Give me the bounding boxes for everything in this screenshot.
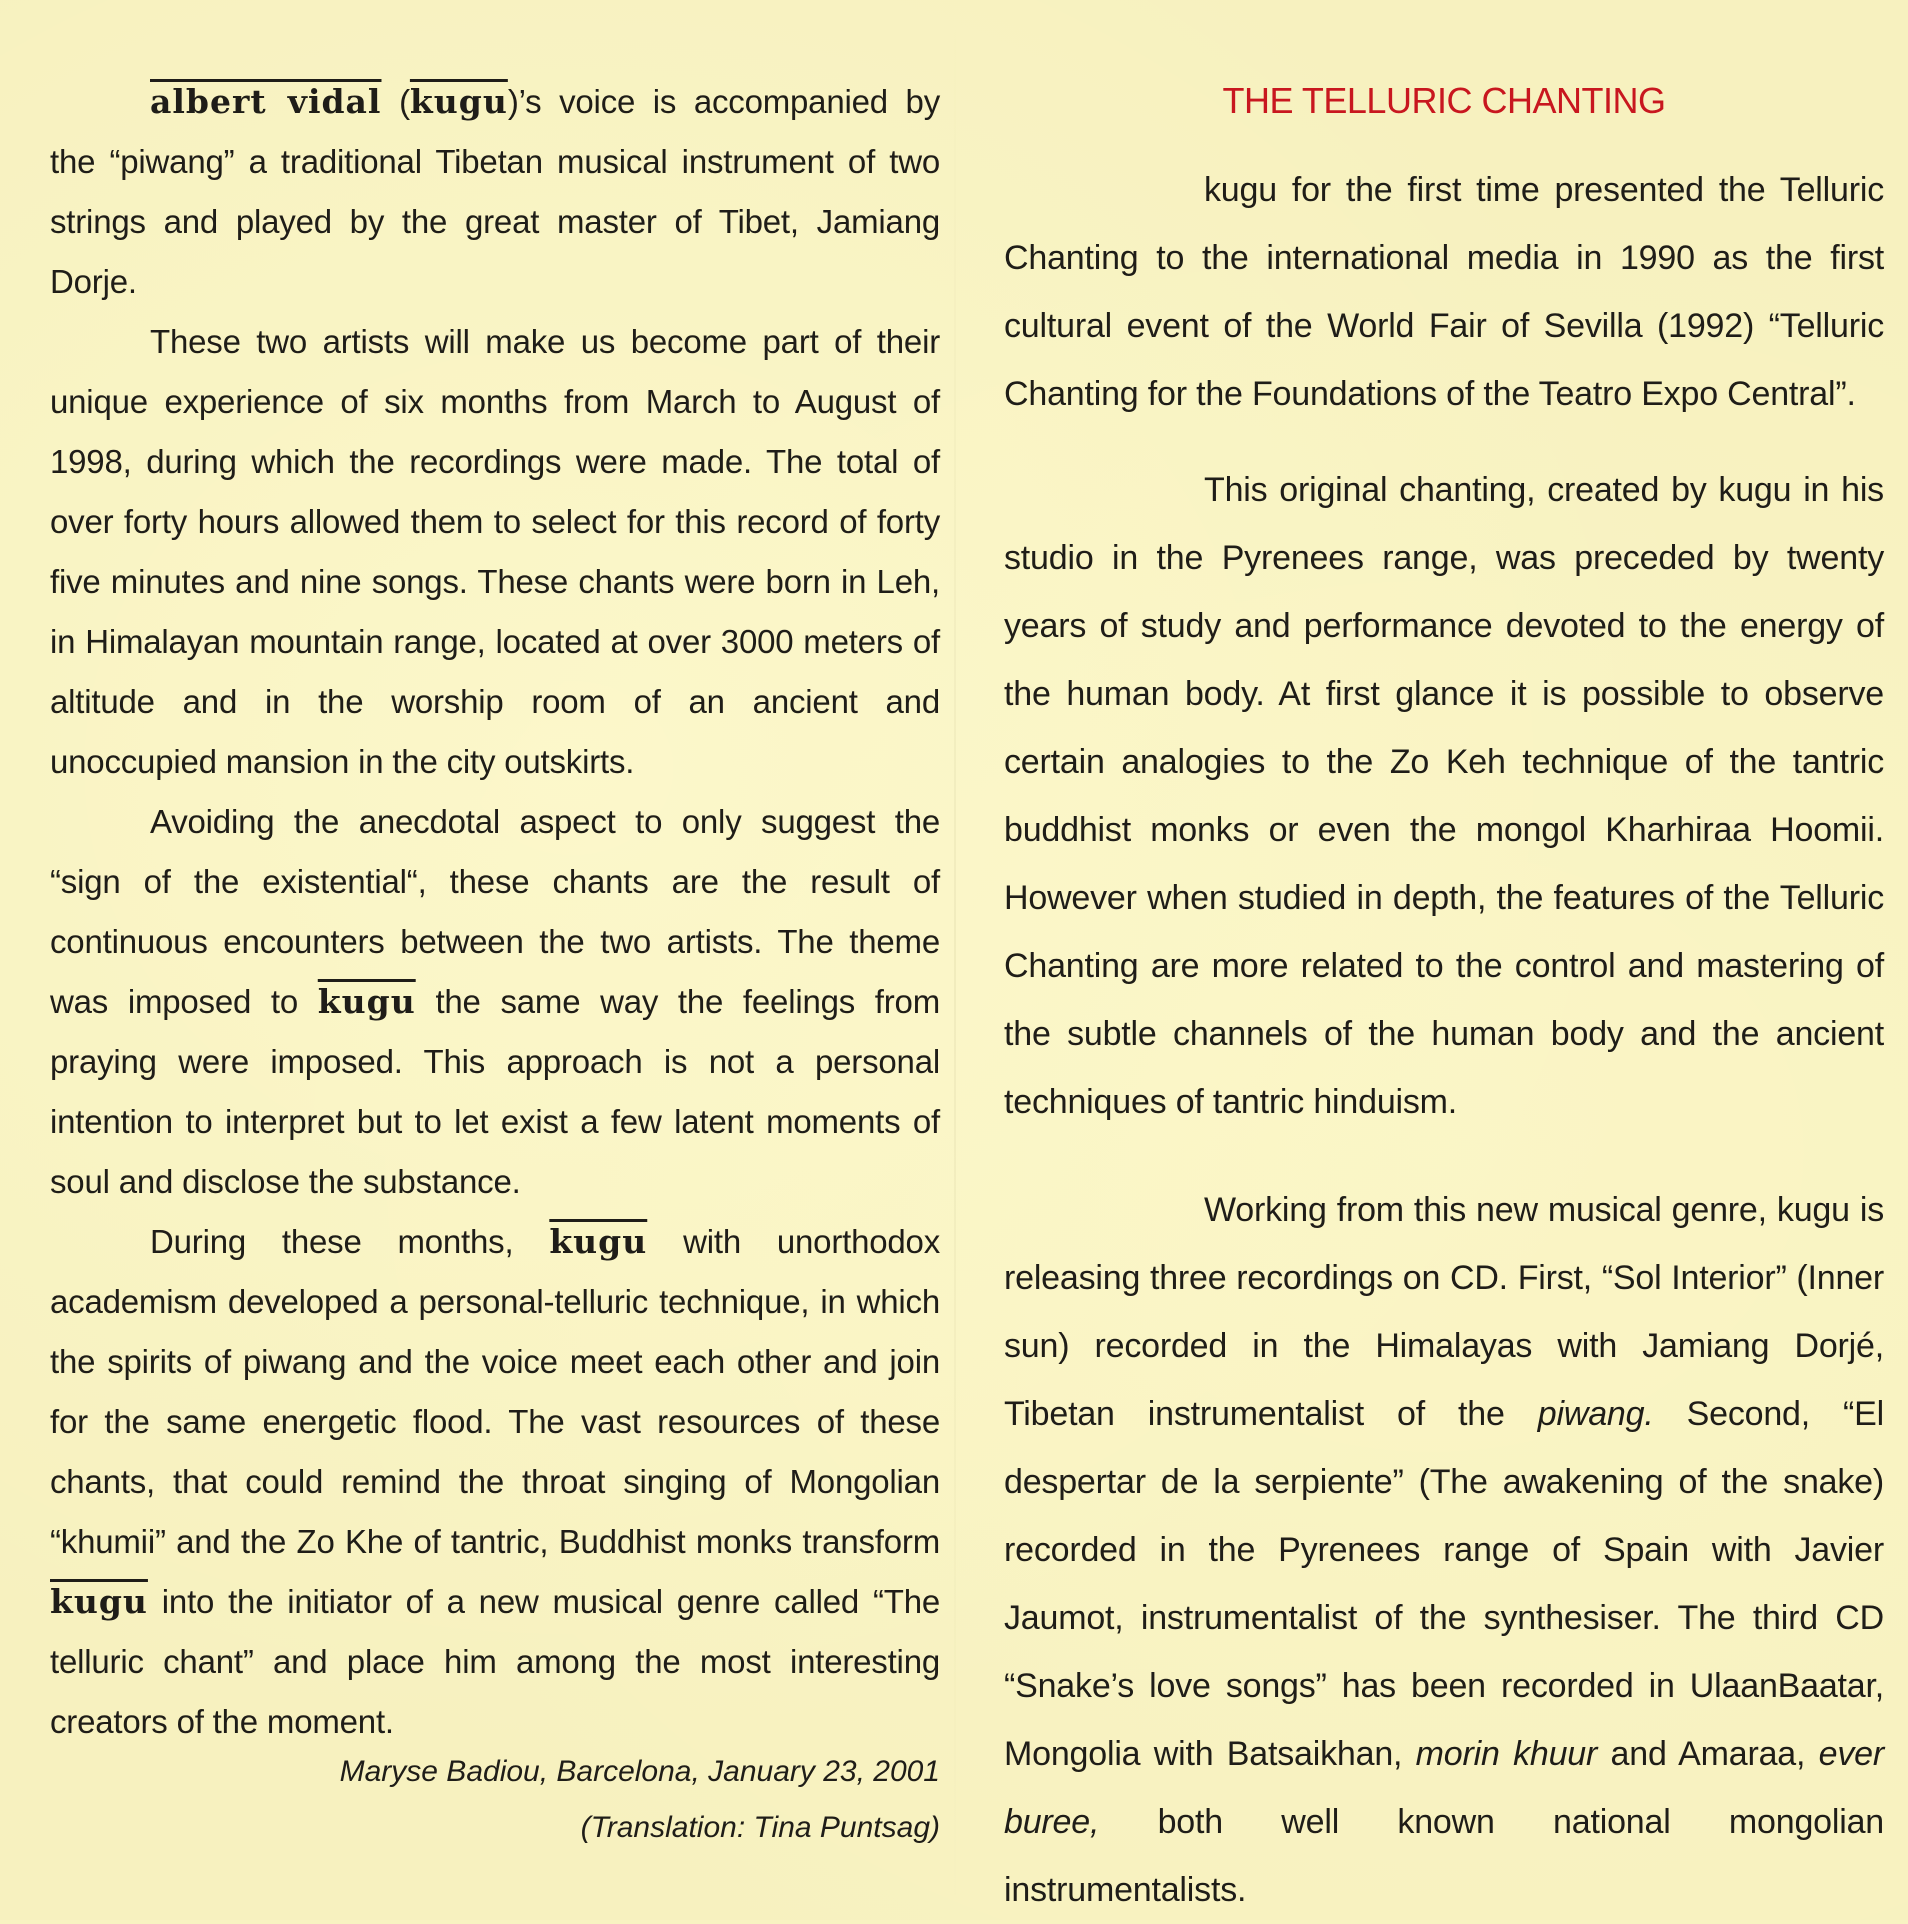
left-paragraph-1 — [50, 72, 940, 312]
signature — [50, 1744, 940, 1856]
left-paragraph-1-text: ’s voice is accompanied by the “piwang” a traditional Tibetan musical instrument of two strings and played by the great master of Tibet, Jamiang Dorje. — [50, 83, 940, 300]
artist-name: albert vidal — [150, 82, 382, 121]
kugu-logo-text: kugu — [317, 982, 416, 1021]
left-paragraph-3 — [50, 792, 940, 1212]
kugu-logo-text: kugu — [549, 1222, 648, 1261]
right-paragraph-3-b: Second, “El despertar de la serpiente” (The awakening of the snake) recorded in the Pyrenees range of Spain with Javier Jaumot, instrumentalist of the synthesiser. The third CD “Snake’s love songs” has been recorded in UlaanBaatar, Mongolia with Batsaikhan, — [1004, 1395, 1884, 1773]
section-title: THE TELLURIC CHANTING — [1222, 80, 1666, 121]
right-paragraph-3-c: and Amaraa, — [1597, 1735, 1819, 1773]
kugu-logo-text: kugu — [50, 1582, 148, 1621]
left-paragraph-4-start: During these months, — [150, 1223, 550, 1260]
right-paragraph-2: This original chanting, created by kugu in his studio in the Pyrenees range, was preceded by twenty years of study and performance devoted to the energy of the human body. At first glance it is possible to observe certain analogies to the Zo Keh technique of the tantric buddhist monks or even the mongol Kharhiraa Hoomii. However when studied in depth, the features of the Telluric Chanting are more related to the control and mastering of the subtle channels of the human body and the ancient techniques of tantric hinduism. — [1004, 471, 1884, 1121]
signature-author: Maryse Badiou, Barcelona, January 23, 2001 — [339, 1755, 940, 1788]
piwang-italic: piwang. — [1537, 1395, 1654, 1433]
left-paragraph-4 — [50, 1212, 940, 1752]
right-paragraph-3-a: Working from this new musical genre, kugu is releasing three recordings on CD. First, “Sol Interior” (Inner sun) recorded in the Himalayas with Jamiang Dorjé, Tibetan instrumentalist of the — [1004, 1191, 1884, 1433]
spacer — [1004, 1136, 1884, 1176]
left-paragraph-4-end: into the initiator of a new musical genre called “The telluric chant” and place him among the most interesting creators of the moment. — [50, 1583, 940, 1740]
right-paragraph-3-d: both well known national mongolian instrumentalists. — [1004, 1803, 1884, 1909]
signature-translation: (Translation: Tina Puntsag) — [580, 1811, 940, 1844]
right-paragraph-1: kugu for the first time presented the Telluric Chanting to the international media in 1990 as the first cultural event of the World Fair of Sevilla (1992) “Telluric Chanting for the Foundations of the Teatro Expo Central”. — [1004, 171, 1884, 413]
ever-buree-italic: ever buree, — [1004, 1735, 1884, 1841]
left-column — [50, 72, 940, 1752]
artist-alias: kugu — [409, 82, 508, 121]
spacer — [1004, 428, 1884, 456]
morin-khuur-italic: morin khuur — [1415, 1735, 1598, 1773]
paren-open: ( — [381, 83, 410, 120]
right-column — [1004, 156, 1884, 1924]
paren-close: ) — [507, 83, 519, 120]
left-paragraph-3-end: the same way the feelings from praying were imposed. This approach is not a personal intention to interpret but to let exist a few latent moments of soul and disclose the substance. — [50, 983, 941, 1200]
page-fold — [954, 0, 956, 1920]
left-paragraph-4-middle: with unorthodox academism developed a personal-telluric technique, in which the spirits of piwang and the voice meet each other and join for the same energetic flood. The vast resources of these chants, that could remind the throat singing of Mongolian “khumii” and the Zo Khe of tantric, Buddhist monks transform — [50, 1223, 940, 1560]
right-paragraph-3 — [1004, 1176, 1884, 1924]
left-paragraph-3-start: Avoiding the anecdotal aspect to only suggest the “sign of the existential“, these chants are the result of continuous encounters between the two artists. The theme was imposed to — [50, 803, 940, 1020]
left-paragraph-2: These two artists will make us become part of their unique experience of six months from March to August of 1998, during which the recordings were made. The total of over forty hours allowed them to select for this record of forty five minutes and nine songs. These chants were born in Leh, in Himalayan mountain range, located at over 3000 meters of altitude and in the worship room of an ancient and unoccupied mansion in the city outskirts. — [50, 323, 940, 780]
